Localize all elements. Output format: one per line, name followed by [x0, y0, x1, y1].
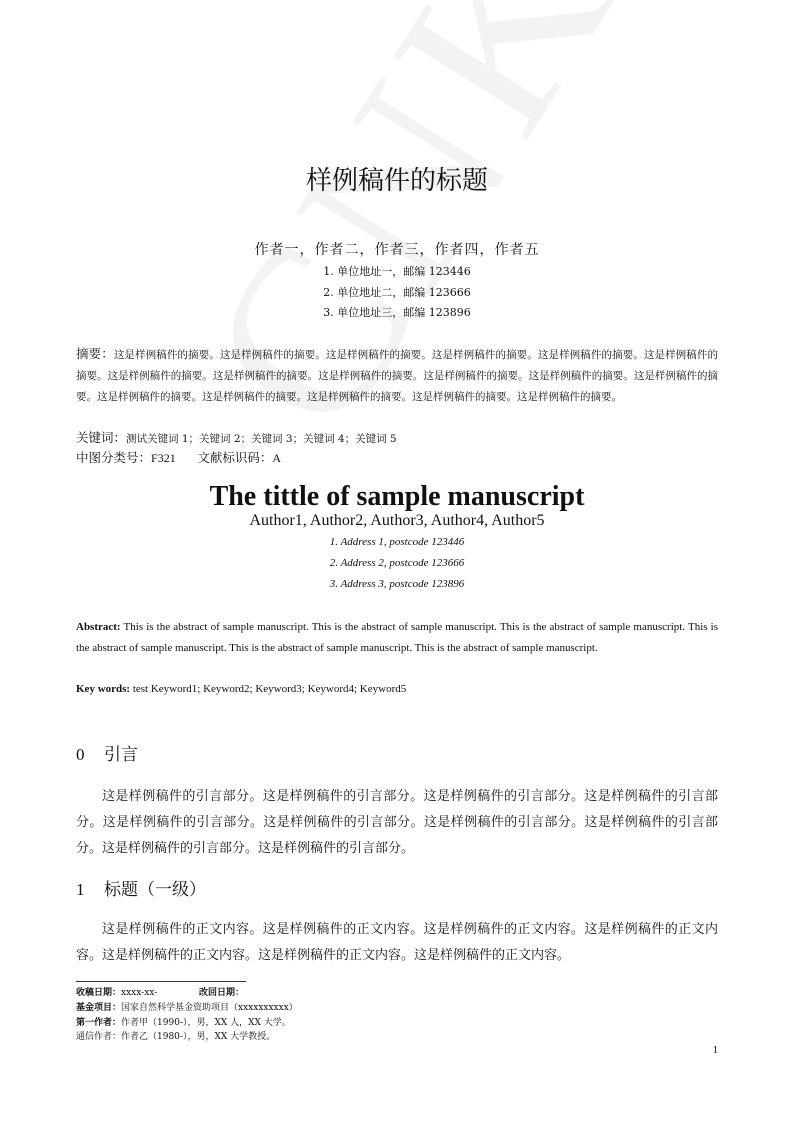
- en-abstract-text: This is the abstract of sample manuscript. This is the abstract of sample manuscript. This is the abstract of sample manuscript. This is the abstract of sample manuscript. This is the abstract of sample manuscript. This is the abstract of sample manuscript.: [76, 621, 718, 654]
- cn-abstract: [76, 343, 718, 408]
- cn-classification: [76, 449, 718, 467]
- cn-address-3: 3. 单位地址三，邮编 123896: [323, 306, 471, 319]
- clc-value: F321: [151, 451, 176, 465]
- cn-address-2: 2. 单位地址二，邮编 123666: [323, 286, 471, 299]
- cn-keywords-label: 关键词：: [76, 430, 127, 445]
- clc-label: 中图分类号：: [76, 450, 152, 465]
- en-abstract-label: Abstract:: [76, 621, 121, 633]
- en-authors: Author1, Author2, Author3, Author4, Author5: [249, 512, 545, 529]
- fund-value: 国家自然科学基金资助项目（xxxxxxxxxx）: [121, 1003, 298, 1013]
- cn-abstract-label: 摘要：: [76, 346, 114, 361]
- footnote-corresponding: 通信作者：作者乙（1980-），男，XX 大学教授。: [76, 1032, 276, 1042]
- en-title: The tittle of sample manuscript: [209, 481, 585, 512]
- received-value: xxxx-xx-: [121, 988, 158, 998]
- section-heading-1: [76, 875, 206, 900]
- cn-authors: 作者一，作者二，作者三，作者四，作者五: [254, 242, 540, 258]
- section-number: 0: [76, 745, 85, 764]
- revised-label: 改回日期：: [199, 988, 245, 998]
- cn-keywords: [76, 427, 718, 450]
- en-abstract: [76, 617, 718, 659]
- footnote-rule: [76, 981, 246, 982]
- doc-code-value: A: [272, 451, 282, 465]
- section-body-0: 这是样例稿件的引言部分。这是样例稿件的引言部分。这是样例稿件的引言部分。这是样例稿件的引言部分。这是样例稿件的引言部分。这是样例稿件的引言部分。这是样例稿件的引言部分。这是样例稿件的引言部分。这是样例稿件的引言部分。这是样例稿件的引言部分。: [76, 789, 718, 856]
- cn-address-1: 1. 单位地址一，邮编 123446: [323, 265, 471, 278]
- footnote-first-author: [76, 1017, 291, 1030]
- footnote-fund: [76, 1002, 298, 1015]
- first-author-label: 第一作者：: [76, 1018, 122, 1028]
- footnote-dates: [76, 987, 244, 1000]
- doc-code-label: 文献标识码：: [197, 450, 273, 465]
- en-keywords-text: test Keyword1; Keyword2; Keyword3; Keyword4; Keyword5: [132, 683, 407, 695]
- section-body-1: 这是样例稿件的正文内容。这是样例稿件的正文内容。这是样例稿件的正文内容。这是样例稿件的正文内容。这是样例稿件的正文内容。这是样例稿件的正文内容。这是样例稿件的正文内容。: [76, 922, 718, 963]
- en-address-1: 1. Address 1, postcode 123446: [329, 536, 465, 548]
- cn-title: 样例稿件的标题: [305, 166, 488, 196]
- section-heading-0: [76, 740, 138, 765]
- en-keywords: [76, 679, 718, 700]
- section-title: 引言: [104, 745, 138, 765]
- en-address-2: 2. Address 2, postcode 123666: [329, 557, 465, 569]
- cn-keywords-text: 测试关键词 1；关键词 2；关键词 3；关键词 4；关键词 5: [126, 433, 397, 445]
- en-address-3: 3. Address 3, postcode 123896: [329, 578, 465, 590]
- first-author-value: 作者甲（1990-），男，XX 人，XX 大学。: [121, 1018, 291, 1028]
- fund-label: 基金项目：: [76, 1003, 122, 1013]
- section-number: 1: [76, 880, 85, 899]
- cn-abstract-text: 这是样例稿件的摘要。这是样例稿件的摘要。这是样例稿件的摘要。这是样例稿件的摘要。这是样例稿件的摘要。这是样例稿件的摘要。这是样例稿件的摘要。这是样例稿件的摘要。这是样例稿件的摘要。这是样例稿件的摘要。这是样例稿件的摘要。这是样例稿件的摘要。这是样例稿件的摘要。这是样例稿件的摘要。这是样例稿件的摘要。这是样例稿件的摘要。这是样例稿件的摘要。: [76, 349, 718, 403]
- en-keywords-label: Key words:: [76, 683, 131, 695]
- page-number: 1: [712, 1044, 718, 1056]
- received-label: 收稿日期：: [76, 988, 122, 998]
- section-title: 标题（一级）: [104, 880, 206, 900]
